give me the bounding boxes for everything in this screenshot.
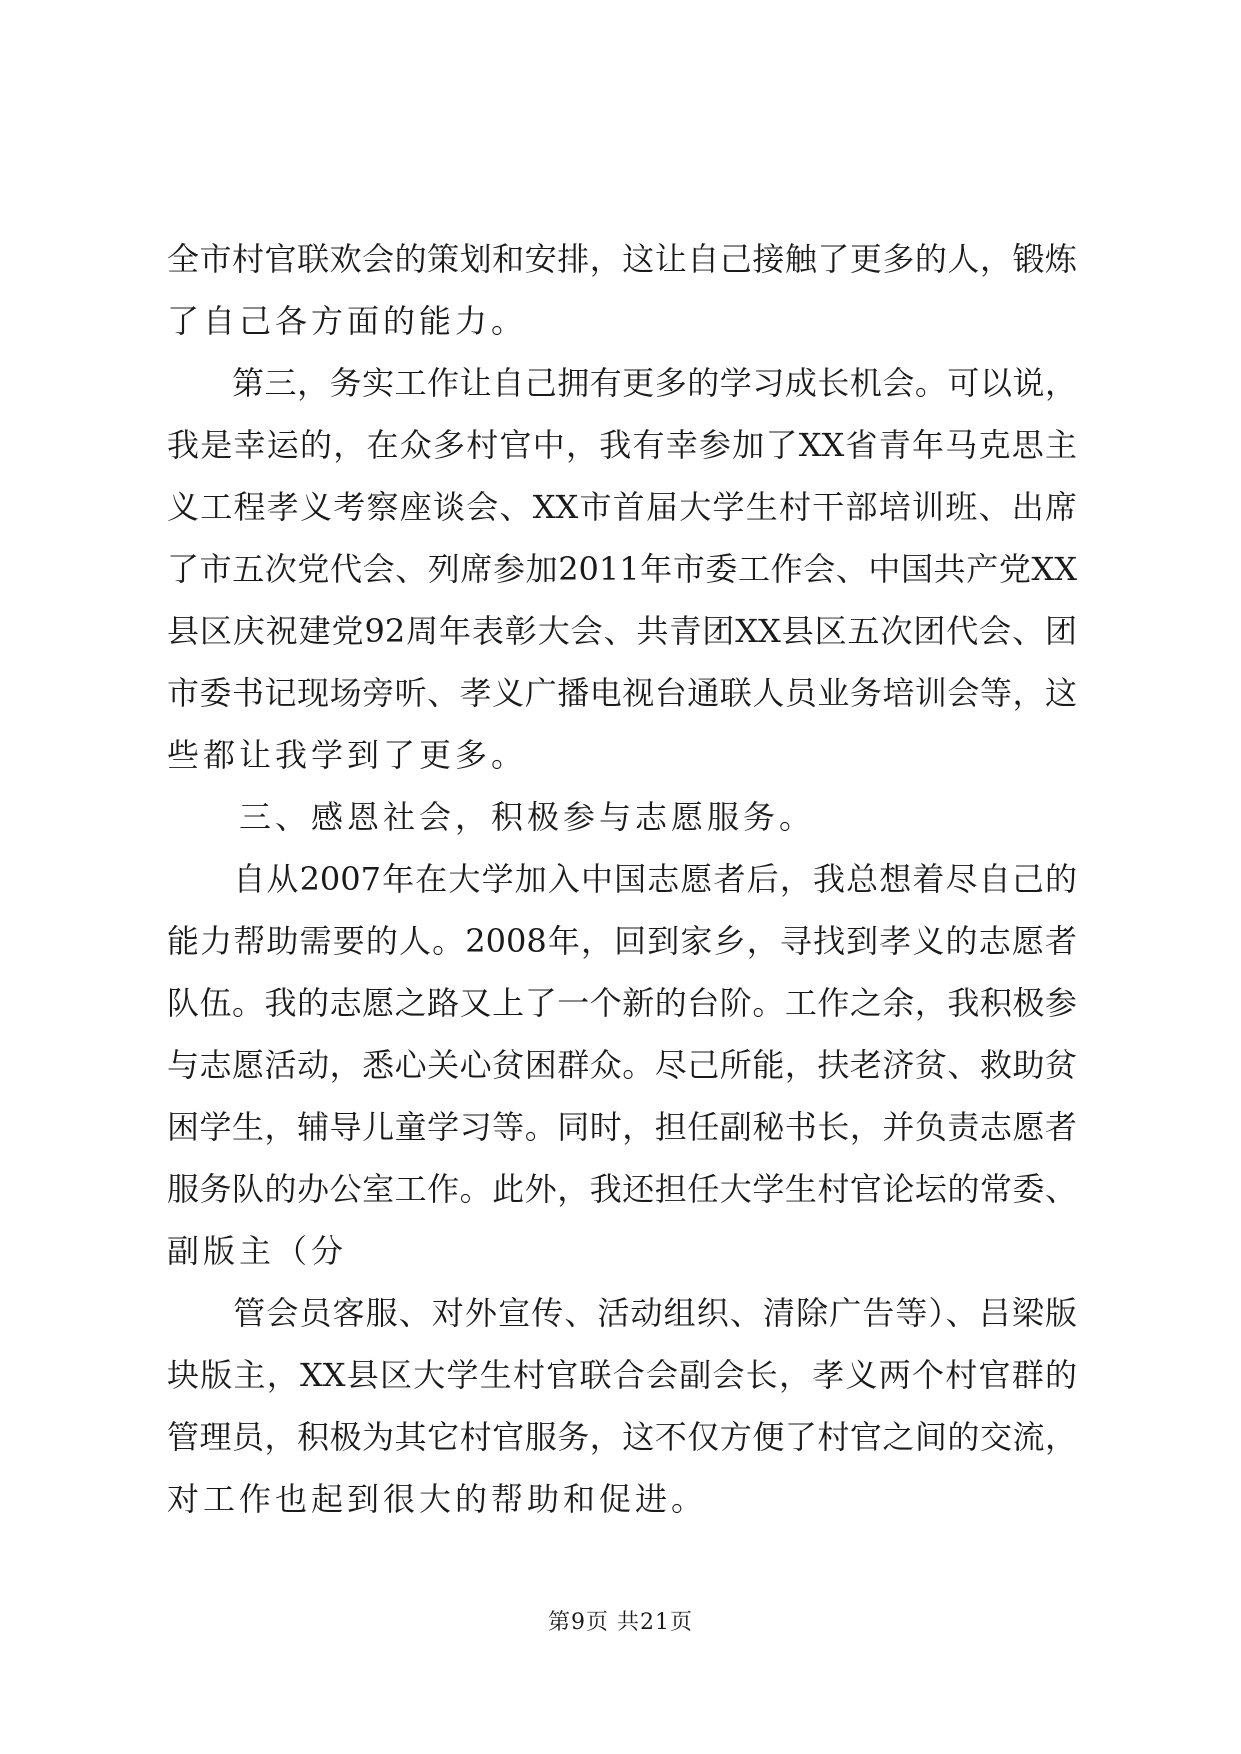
text-line: 块版主，XX县区大学生村官联合会副会长，孝义两个村官群的 <box>167 1356 1077 1394</box>
text-line: 市委书记现场旁听、孝义广播电视台通联人员业务培训会等，这 <box>167 674 1077 712</box>
text-line: 管理员，积极为其它村官服务，这不仅方便了村官之间的交流， <box>167 1418 1077 1456</box>
text-line: 了市五次党代会、列席参加2011年市委工作会、中国共产党XX <box>167 550 1077 588</box>
text-line: 些都让我学到了更多。 <box>167 736 528 774</box>
text-line: 管会员客服、对外宣传、活动组织、清除广告等）、吕梁版 <box>167 1294 1077 1332</box>
text-line: 能力帮助需要的人。2008年，回到家乡，寻找到孝义的志愿者 <box>167 922 1077 960</box>
text-line: 我是幸运的，在众多村官中，我有幸参加了XX省青年马克思主 <box>167 426 1077 464</box>
text-line: 全市村官联欢会的策划和安排，这让自己接触了更多的人，锻炼 <box>167 240 1077 278</box>
section-heading: 三、感恩社会，积极参与志愿服务。 <box>167 798 816 836</box>
text-line: 自从2007年在大学加入中国志愿者后，我总想着尽自己的 <box>167 860 1077 898</box>
text-line: 第三，务实工作让自己拥有更多的学习成长机会。可以说， <box>167 364 1077 402</box>
text-line: 对工作也起到很大的帮助和促进。 <box>167 1480 708 1518</box>
page-number-footer: 第9页 共21页 <box>548 1610 693 1635</box>
text-line: 服务队的办公室工作。此外，我还担任大学生村官论坛的常委、 <box>167 1170 1077 1208</box>
document-body <box>167 228 1077 1530</box>
text-line: 副版主（分 <box>167 1232 348 1270</box>
text-line: 队伍。我的志愿之路又上了一个新的台阶。工作之余，我积极参 <box>167 984 1077 1022</box>
text-line: 县区庆祝建党92周年表彰大会、共青团XX县区五次团代会、团 <box>167 612 1077 650</box>
text-line: 义工程孝义考察座谈会、XX市首届大学生村干部培训班、出席 <box>167 488 1077 526</box>
text-line: 与志愿活动，悉心关心贫困群众。尽己所能，扶老济贫、救助贫 <box>167 1046 1077 1084</box>
text-line: 了自己各方面的能力。 <box>167 302 528 340</box>
text-line: 困学生，辅导儿童学习等。同时，担任副秘书长，并负责志愿者 <box>167 1108 1077 1146</box>
